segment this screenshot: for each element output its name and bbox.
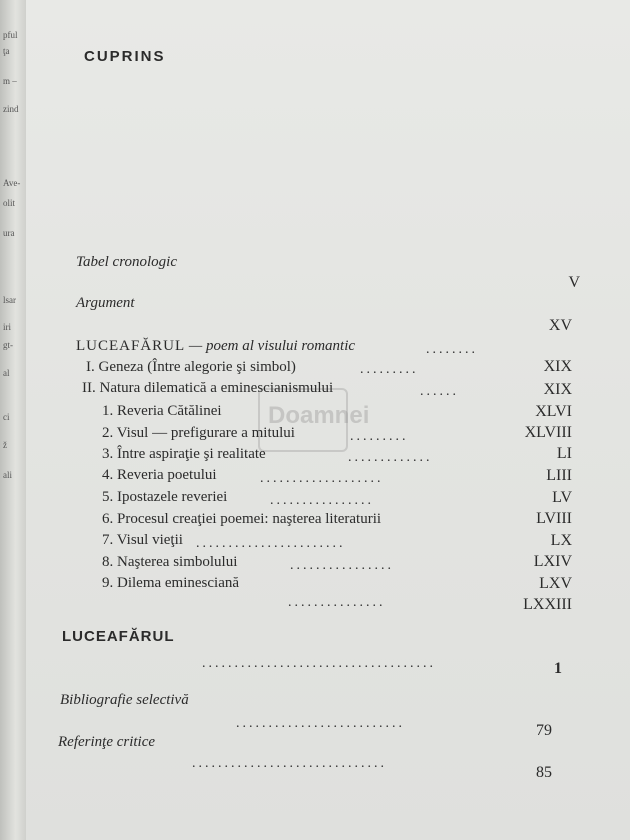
toc-leader-dots: ................ — [270, 493, 374, 508]
toc-entry-page: LIII — [546, 467, 572, 484]
toc-leader-dots: ................ — [290, 558, 394, 573]
toc-entry-page: LXXIII — [523, 596, 572, 613]
toc-entry-label: Referinţe critice — [58, 734, 156, 750]
toc-entry-label: Tabel cronologic — [76, 254, 177, 270]
toc-entry-page: XV — [548, 317, 572, 334]
toc-entry-label: 3. Între aspiraţie şi realitate — [102, 446, 266, 462]
toc-entry-page: LXV — [539, 575, 572, 592]
toc-entry-label: 5. Ipostazele reveriei — [102, 489, 228, 505]
adjacent-page-fragment: ura — [3, 228, 15, 238]
toc-entry-page: 1 — [554, 660, 562, 677]
toc-entry-page: 85 — [536, 764, 552, 781]
adjacent-page-fragment: m – — [3, 76, 17, 86]
toc-entry-label: 1. Reveria Cătălinei — [102, 403, 222, 419]
toc-entry-label: II. Natura dilematică a eminescianismului — [82, 380, 334, 396]
toc-entry-label: 9. Dilema eminesciană — [102, 575, 240, 591]
toc-entry-label: 7. Visul vieţii — [102, 532, 183, 548]
toc-entry-label-caps: LUCEAFĂRUL — [76, 338, 186, 354]
toc-entry-label: 8. Naşterea simbolului — [102, 554, 238, 570]
toc-entry-label — [76, 338, 355, 355]
toc-leader-dots: .................................... — [202, 656, 436, 671]
adjacent-page-fragment: iri — [3, 322, 11, 332]
adjacent-page-fragment: gt- — [3, 340, 13, 350]
toc-entry-label: LUCEAFĂRUL — [62, 628, 175, 645]
adjacent-page-fragment: pful — [3, 30, 18, 40]
watermark-logo — [258, 388, 370, 452]
toc-entry-page: XLVI — [535, 403, 572, 420]
adjacent-page-fragment: ali — [3, 470, 12, 480]
toc-leader-dots: ...... — [420, 384, 459, 399]
toc-entry-label: 6. Procesul creaţiei poemei: naşterea literaturii — [102, 511, 382, 527]
toc-leader-dots: .............................. — [192, 756, 387, 771]
watermark-text: Doamnei — [268, 402, 370, 429]
toc-entry-page: LI — [556, 445, 572, 462]
toc-leader-dots: ............. — [348, 450, 433, 465]
adjacent-page-fragment: Ave- — [3, 178, 21, 188]
toc-leader-dots: ......... — [350, 429, 409, 444]
adjacent-page-fragment: ţa — [3, 46, 10, 56]
adjacent-page-fragment: ž — [3, 440, 7, 450]
toc-entry-page: LVIII — [536, 510, 572, 527]
page-title: CUPRINS — [84, 48, 166, 65]
toc-entry-page: 79 — [536, 722, 552, 739]
toc-leader-dots: ................... — [260, 471, 384, 486]
toc-entry-page: LXIV — [533, 553, 572, 570]
toc-leader-dots: ........ — [426, 342, 478, 357]
toc-entry-label: Bibliografie selectivă — [60, 692, 189, 708]
toc-entry-label-rest: — poem al visului romantic — [185, 338, 356, 354]
toc-leader-dots: .......................... — [236, 716, 405, 731]
adjacent-page-fragment: al — [3, 368, 10, 378]
adjacent-page-fragment: ci — [3, 412, 10, 422]
adjacent-page-edge — [0, 0, 27, 840]
toc-entry-label: 4. Reveria poetului — [102, 467, 217, 483]
toc-entry-label: Argument — [76, 295, 135, 311]
toc-entry-page: V — [568, 274, 580, 291]
toc-leader-dots: ......... — [360, 362, 419, 377]
toc-leader-dots: ............... — [288, 595, 386, 610]
adjacent-page-fragment: lsar — [3, 295, 16, 305]
adjacent-page-fragment: olit — [3, 198, 16, 208]
book-page — [26, 0, 630, 840]
toc-entry-page: XIX — [543, 358, 572, 375]
toc-entry-page: LV — [552, 489, 572, 506]
toc-entry-label: I. Geneza (Între alegorie şi simbol) — [86, 359, 296, 375]
toc-entry-label: 2. Visul — prefigurare a mitului — [102, 425, 295, 441]
toc-entry-page: XLVIII — [524, 424, 572, 441]
toc-entry-page: XIX — [543, 381, 572, 398]
toc-entry-page: LX — [550, 532, 572, 549]
adjacent-page-fragment: zind — [3, 104, 19, 114]
toc-leader-dots: ....................... — [196, 536, 346, 551]
